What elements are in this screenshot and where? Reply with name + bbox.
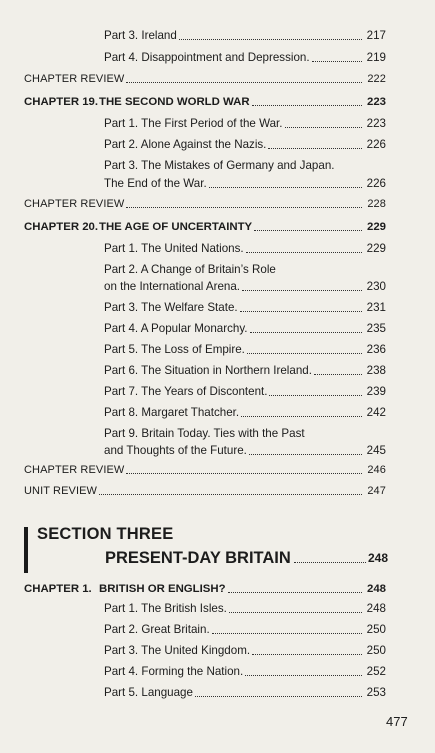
dot-leader [249,453,362,455]
toc-entry-page: 236 [366,343,386,356]
dot-leader [241,415,362,417]
toc-entry-page: 248 [366,602,386,615]
chapter-label: CHAPTER 1. [24,583,92,595]
chapter-label: CHAPTER 20. [24,221,99,233]
dot-leader [294,561,366,563]
toc-entry [104,665,386,679]
toc-entry-page: 235 [366,322,386,335]
toc-entry-title: Part 4. A Popular Monarchy. [104,322,248,335]
dot-leader [126,206,362,208]
section-title: PRESENT-DAY BRITAIN [105,549,291,567]
toc-entry-page: 250 [366,644,386,657]
toc-entry-title: Part 7. The Years of Discontent. [104,385,268,398]
toc-entry-title: Part 4. Forming the Nation. [104,665,244,678]
dot-leader [246,251,362,253]
toc-entry-title: Part 8. Margaret Thatcher. [104,406,240,419]
toc-entry-title: and Thoughts of the Future. [104,444,247,457]
toc-entry [104,623,386,637]
toc-entry-title: Part 5. Language [104,686,193,699]
dot-leader [228,591,362,593]
toc-entry-page: 228 [367,198,386,210]
dot-leader [252,653,362,655]
dot-leader [242,289,362,291]
toc-entry-first-line: Part 3. The Mistakes of Germany and Japan. [104,159,335,172]
toc-entry-first-line: Part 9. Britain Today. Ties with the Past [104,427,305,440]
toc-entry [104,51,386,65]
section-title-entry [105,548,388,568]
toc-entry [104,117,386,131]
toc-entry-title: Part 5. The Loss of Empire. [104,343,245,356]
dot-leader [285,126,363,128]
toc-entry [104,177,386,191]
toc-entry [104,385,386,399]
toc-entry [104,280,386,294]
toc-entry-page: 223 [366,96,386,108]
chapter-heading [24,95,386,109]
toc-entry-title: Part 2. Great Britain. [104,623,210,636]
toc-entry-page: 222 [367,73,386,85]
dot-leader [195,695,362,697]
section-heading: SECTION THREE [37,525,174,543]
toc-entry-page: 250 [366,623,386,636]
unit-review-entry [24,484,386,498]
chapter-title: THE SECOND WORLD WAR [99,96,250,108]
dot-leader [209,186,362,188]
toc-entry [104,686,386,700]
toc-entry [104,406,386,420]
toc-entry-page: 239 [366,385,386,398]
dot-leader [314,373,362,375]
chapter-label: CHAPTER 19. [24,96,99,108]
toc-entry-page: 231 [366,301,386,314]
chapter-review-entry [24,463,386,477]
dot-leader [240,310,362,312]
chapter-review-entry [24,197,386,211]
dot-leader [252,104,362,106]
chapter-heading [24,582,386,596]
chapter-title: THE AGE OF UNCERTAINTY [99,221,253,233]
toc-entry-page: 245 [366,444,386,457]
toc-entry-page: 219 [366,51,386,64]
toc-entry-title: Part 6. The Situation in Northern Ireland. [104,364,312,377]
toc-entry-page: 248 [367,551,388,565]
section-marker-bar [24,527,28,573]
toc-entry-page: 223 [366,117,386,130]
dot-leader [99,493,362,495]
toc-entry-title: Part 1. The United Nations. [104,242,244,255]
toc-entry-title: The End of the War. [104,177,207,190]
toc-entry-title: Part 3. The Welfare State. [104,301,238,314]
toc-entry [104,29,386,43]
toc-entry-page: 238 [366,364,386,377]
toc-entry [104,343,386,357]
dot-leader [247,352,362,354]
toc-entry-title: Part 3. The United Kingdom. [104,644,251,657]
toc-entry-first-line: Part 2. A Change of Britain’s Role [104,263,276,276]
dot-leader [245,674,362,676]
page-number: 477 [386,714,408,729]
toc-entry-title: Part 3. Ireland [104,29,177,42]
toc-entry-page: 226 [366,177,386,190]
dot-leader [250,331,363,333]
toc-entry-title: on the International Arena. [104,280,241,293]
dot-leader [229,611,362,613]
dot-leader [312,60,362,62]
dot-leader [212,632,362,634]
toc-entry-page: 217 [366,29,386,42]
chapter-review-entry [24,72,386,86]
toc-entry-title: Part 1. The British Isles. [104,602,227,615]
toc-entry [104,322,386,336]
toc-entry-page: 242 [366,406,386,419]
dot-leader [126,81,362,83]
toc-entry-title: CHAPTER REVIEW [24,464,125,476]
toc-entry [104,138,386,152]
dot-leader [254,229,362,231]
toc-entry [104,301,386,315]
toc-entry-page: 230 [366,280,386,293]
toc-entry-page: 253 [366,686,386,699]
chapter-heading [24,220,386,234]
toc-entry-page: 246 [367,464,386,476]
toc-entry [104,602,386,616]
toc-entry [104,364,386,378]
toc-entry-page: 226 [366,138,386,151]
dot-leader [179,38,362,40]
dot-leader [126,472,362,474]
toc-entry [104,444,386,458]
toc-entry [104,242,386,256]
toc-entry-title: CHAPTER REVIEW [24,73,125,85]
dot-leader [269,394,362,396]
chapter-title: BRITISH OR ENGLISH? [99,583,226,595]
toc-entry-title: Part 4. Disappointment and Depression. [104,51,310,64]
toc-entry-page: 247 [367,485,386,497]
toc-entry-page: 229 [366,221,386,233]
toc-entry-title: Part 2. Alone Against the Nazis. [104,138,267,151]
toc-entry-title: CHAPTER REVIEW [24,198,125,210]
dot-leader [268,147,362,149]
toc-entry-title: UNIT REVIEW [24,485,98,497]
toc-entry-page: 252 [366,665,386,678]
toc-entry-page: 229 [366,242,386,255]
toc-entry-title: Part 1. The First Period of the War. [104,117,283,130]
toc-entry [104,644,386,658]
toc-entry-page: 248 [366,583,386,595]
